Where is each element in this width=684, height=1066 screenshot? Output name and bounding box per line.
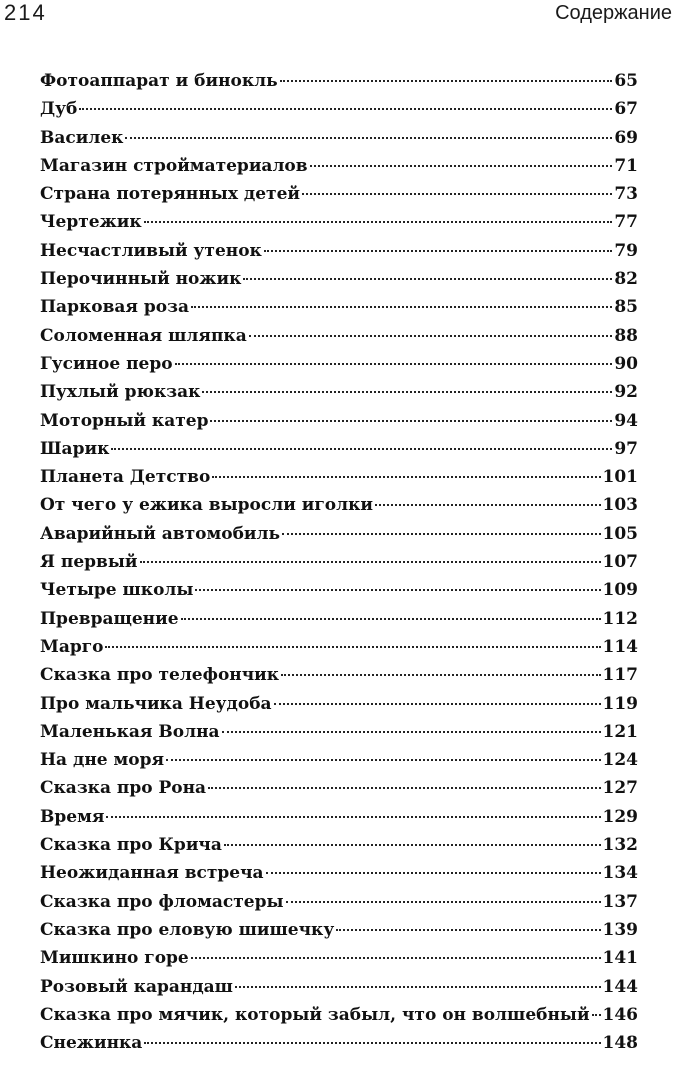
toc-entry-page: 69 [614,127,638,148]
toc-entry-page: 137 [602,891,638,912]
dot-leader [336,929,600,931]
toc-entry-page: 148 [602,1033,638,1054]
dot-leader [111,448,612,450]
toc-entry [40,718,638,746]
toc-entry-page: 85 [614,297,638,318]
toc-entry [40,322,638,350]
toc-entry [40,661,638,689]
dot-leader [264,250,612,252]
toc-entry-title: На дне моря [40,750,165,771]
toc-entry-page: 79 [614,240,638,261]
toc-entry [40,605,638,633]
dot-leader [125,137,612,139]
toc-entry-page: 117 [602,665,638,686]
toc-entry-title: Соломенная шляпка [40,325,247,346]
toc-entry [40,265,638,293]
dot-leader [175,363,613,365]
dot-leader [281,674,600,676]
toc-entry [40,237,638,265]
dot-leader [243,278,612,280]
toc-entry [40,67,638,95]
dot-leader [224,844,601,846]
toc-entry [40,378,638,406]
dot-leader [105,646,600,648]
toc-entry-page: 141 [602,948,638,969]
toc-entry-title: Мишкино горе [40,948,189,969]
page-number: 214 [4,0,47,25]
toc-entry-title: Про мальчика Неудоба [40,693,272,714]
toc-entry [40,463,638,491]
toc-entry-page: 105 [602,523,638,544]
toc-entry-page: 132 [602,835,638,856]
dot-leader [310,165,613,167]
dot-leader [274,703,601,705]
toc-entry [40,520,638,548]
toc-entry-page: 90 [614,353,638,374]
toc-entry-title: Четыре школы [40,580,194,601]
toc-entry [40,407,638,435]
dot-leader [202,391,612,393]
dot-leader [144,1042,600,1044]
toc-entry-title: Неожиданная встреча [40,863,264,884]
toc-entry-title: Перочинный ножик [40,269,242,290]
dot-leader [191,957,601,959]
toc-entry-page: 92 [614,382,638,403]
toc-entry [40,973,638,1001]
toc-entry-title: Время [40,806,105,827]
toc-entry [40,350,638,378]
toc-entry-title: Василек [40,127,124,148]
dot-leader [140,561,601,563]
toc-entry-title: От чего у ежика выросли иголки [40,495,373,516]
toc-entry [40,831,638,859]
toc-entry-title: Планета Детство [40,467,211,488]
toc-entry-page: 94 [614,410,638,431]
table-of-contents [40,67,638,1057]
toc-entry-page: 88 [614,325,638,346]
toc-entry-page: 127 [602,778,638,799]
toc-entry-title: Моторный катер [40,410,209,431]
toc-entry-title: Сказка про еловую шишечку [40,919,335,940]
toc-entry [40,95,638,123]
toc-entry-page: 82 [614,269,638,290]
toc-entry-title: Фотоаппарат и бинокль [40,71,278,91]
dot-leader [592,1014,601,1016]
running-title: Содержание [555,2,672,24]
toc-entry-title: Аварийный автомобиль [40,523,281,544]
toc-entry-page: 124 [602,750,638,771]
toc-entry-title: Сказка про телефончик [40,665,280,686]
toc-entry [40,746,638,774]
toc-entry-page: 65 [614,71,638,91]
toc-entry-title: Чертежик [40,212,142,233]
toc-entry-title: Я первый [40,552,138,573]
dot-leader [212,476,600,478]
dot-leader [280,80,613,82]
dot-leader [375,504,601,506]
toc-entry-title: Гусиное перо [40,353,173,374]
toc-entry-page: 103 [602,495,638,516]
dot-leader [222,731,601,733]
toc-entry [40,888,638,916]
toc-entry-page: 67 [614,99,638,120]
toc-entry [40,916,638,944]
toc-entry [40,180,638,208]
dot-leader [282,533,600,535]
dot-leader [210,420,612,422]
dot-leader [166,759,600,761]
toc-entry-title: Сказка про Рона [40,778,207,799]
toc-entry-title: Магазин стройматериалов [40,155,308,176]
toc-entry-title: Сказка про Крича [40,835,222,856]
toc-entry [40,491,638,519]
toc-entry-page: 139 [602,919,638,940]
dot-leader [79,108,612,110]
toc-entry-title: Марго [40,636,104,657]
toc-entry-page: 119 [602,693,638,714]
dot-leader [195,589,600,591]
toc-entry-page: 144 [602,976,638,997]
dot-leader [235,986,601,988]
dot-leader [249,335,613,337]
toc-entry-title: Розовый карандаш [40,976,233,997]
toc-entry [40,208,638,236]
toc-entry [40,548,638,576]
toc-entry [40,152,638,180]
toc-entry-page: 114 [602,636,638,657]
toc-entry [40,576,638,604]
toc-entry [40,293,638,321]
toc-entry-page: 134 [602,863,638,884]
toc-entry-page: 101 [602,467,638,488]
toc-entry [40,435,638,463]
toc-entry-title: Сказка про мячик, который забыл, что он волшебный [40,1004,590,1025]
toc-entry-page: 107 [602,552,638,573]
toc-entry [40,1001,638,1029]
toc-entry [40,803,638,831]
toc-entry-title: Несчастливый утенок [40,240,262,261]
toc-entry-page: 146 [602,1004,638,1025]
dot-leader [144,221,613,223]
dot-leader [208,787,600,789]
toc-entry [40,124,638,152]
toc-entry-title: Маленькая Волна [40,721,220,742]
dot-leader [286,901,601,903]
toc-entry [40,774,638,802]
toc-entry [40,690,638,718]
toc-entry [40,1029,638,1057]
toc-entry [40,633,638,661]
toc-entry-title: Шарик [40,438,110,459]
toc-entry [40,859,638,887]
dot-leader [191,306,612,308]
toc-entry-page: 71 [614,155,638,176]
toc-entry-title: Страна потерянных детей [40,184,301,205]
toc-entry-title: Парковая роза [40,297,189,318]
toc-entry-title: Превращение [40,608,179,629]
toc-entry [40,944,638,972]
toc-entry-title: Снежинка [40,1033,143,1054]
toc-entry-page: 129 [602,806,638,827]
toc-entry-page: 112 [602,608,638,629]
toc-entry-title: Дуб [40,99,78,120]
dot-leader [302,193,612,195]
dot-leader [181,618,601,620]
toc-entry-page: 121 [602,721,638,742]
toc-entry-page: 77 [614,212,638,233]
toc-entry-page: 97 [614,438,638,459]
toc-entry-title: Пухлый рюкзак [40,382,201,403]
toc-entry-title: Сказка про фломастеры [40,891,284,912]
dot-leader [106,816,600,818]
toc-entry-page: 109 [602,580,638,601]
toc-entry-page: 73 [614,184,638,205]
dot-leader [266,872,601,874]
